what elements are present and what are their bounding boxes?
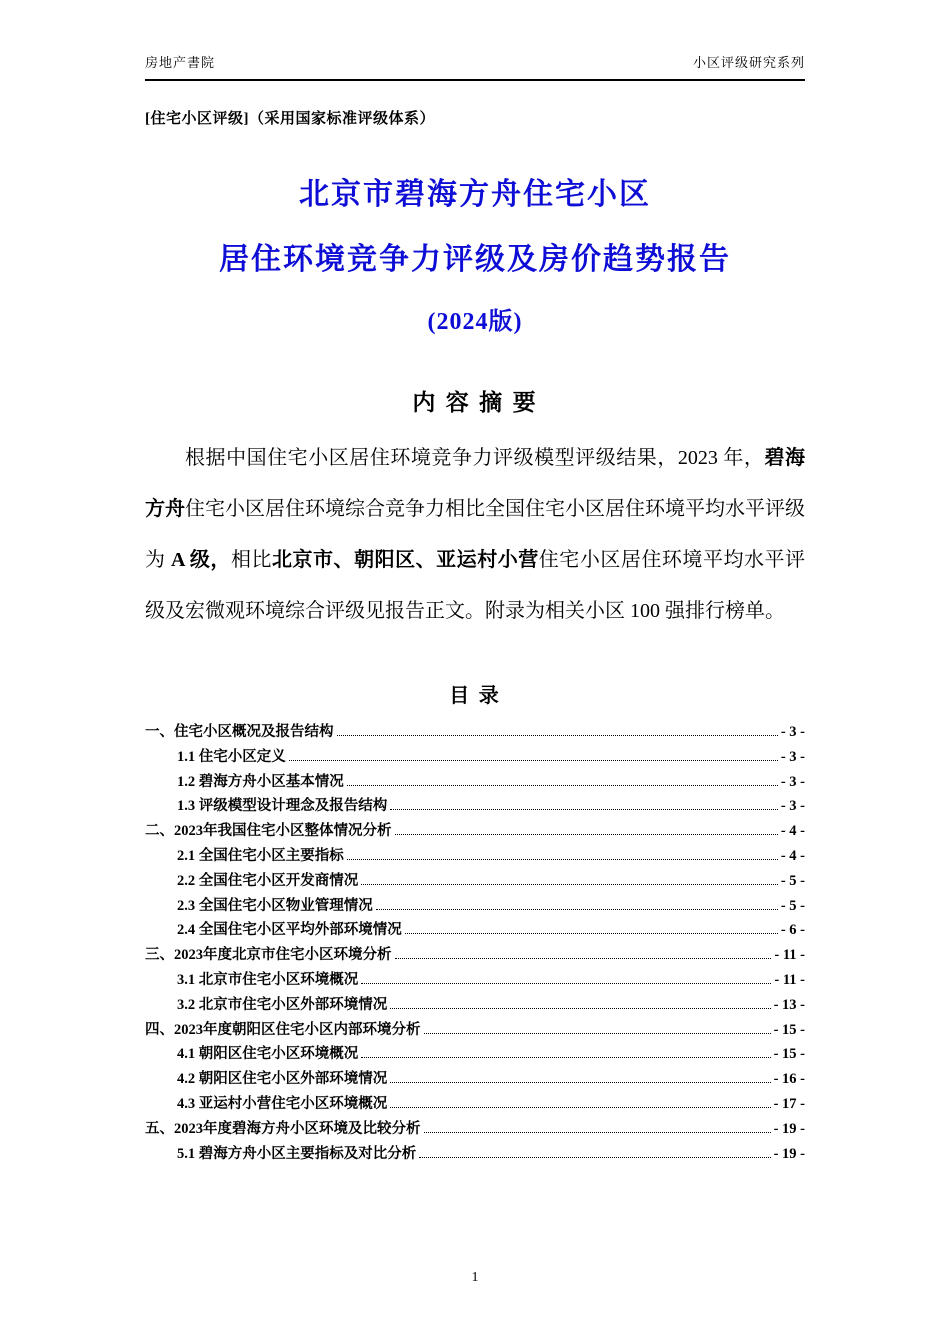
toc-leader-dots — [361, 884, 778, 885]
toc-leader-dots — [361, 983, 771, 984]
toc-item-label: 三、2023年度北京市住宅小区环境分析 — [145, 947, 392, 964]
footer-page-number: 1 — [471, 1270, 479, 1285]
toc-leader-dots — [395, 834, 778, 835]
toc-item — [145, 1092, 805, 1117]
toc-item-page: - 11 - — [774, 947, 805, 964]
toc-leader-dots — [405, 933, 778, 934]
toc-leader-dots — [424, 1132, 771, 1133]
toc-leader-dots — [390, 1107, 770, 1108]
abstract-text: 相比 — [230, 549, 272, 571]
toc-item-label: 1.3 评级模型设计理念及报告结构 — [177, 798, 388, 815]
header-divider — [145, 79, 805, 81]
toc-heading: 目 录 — [449, 685, 501, 707]
toc-item — [145, 844, 805, 869]
toc-leader-dots — [376, 909, 778, 910]
toc-item-label: 4.1 朝阳区住宅小区环境概况 — [177, 1046, 359, 1063]
toc-leader-dots — [390, 809, 778, 810]
toc-item — [145, 918, 805, 943]
toc-item-page: - 3 - — [780, 748, 805, 765]
toc-item-page: - 3 - — [780, 798, 805, 815]
toc-leader-dots — [361, 1057, 770, 1058]
toc-item — [145, 770, 805, 795]
toc-item-page: - 15 - — [773, 1046, 805, 1063]
toc-item — [145, 943, 805, 968]
abstract-text: 根据中国住宅小区居住环境竞争力评级模型评级结果，2023 年， — [185, 447, 765, 469]
toc-item — [145, 1042, 805, 1067]
toc-leader-dots — [337, 735, 778, 736]
toc-item-label: 2.1 全国住宅小区主要指标 — [177, 847, 344, 864]
abstract-paragraph — [145, 433, 805, 637]
toc-item — [145, 1067, 805, 1092]
toc-item-page: - 16 - — [773, 1071, 805, 1088]
report-title-edition: (2024版) — [427, 309, 523, 335]
toc-item-label: 2.3 全国住宅小区物业管理情况 — [177, 897, 373, 914]
toc-item — [145, 993, 805, 1018]
abstract-heading: 内 容 摘 要 — [412, 389, 538, 415]
toc-item-label: 5.1 碧海方舟小区主要指标及对比分析 — [177, 1145, 417, 1162]
toc-item-label: 4.2 朝阳区住宅小区外部环境情况 — [177, 1071, 388, 1088]
toc-leader-dots — [390, 1082, 770, 1083]
toc-item-label: 1.2 碧海方舟小区基本情况 — [177, 773, 344, 790]
classification-line: [住宅小区评级]（采用国家标准评级体系） — [145, 111, 435, 127]
toc-item-page: - 19 - — [773, 1120, 805, 1137]
toc-item-page: - 4 - — [780, 823, 805, 840]
toc-item — [145, 745, 805, 770]
toc-item-page: - 15 - — [773, 1021, 805, 1038]
abstract-text-bold: 碧海方舟 — [145, 447, 806, 520]
toc-item-label: 3.2 北京市住宅小区外部环境情况 — [177, 996, 388, 1013]
toc-leader-dots — [347, 859, 778, 860]
report-title-block — [145, 180, 805, 334]
toc-item — [145, 968, 805, 993]
toc-item — [145, 1117, 805, 1142]
abstract-text: 住宅小区居住环境综合竞争力相比全国住宅小区居住环境平均水平评级为 — [145, 498, 805, 571]
toc-item-page: - 17 - — [773, 1095, 805, 1112]
abstract-text: 住宅小区居住环境平均水平评级及宏微观环境综合评级见报告正文。附录为相关小区 100 强排行榜单。 — [145, 549, 806, 622]
toc-item — [145, 819, 805, 844]
toc-item — [145, 794, 805, 819]
toc-item-page: - 11 - — [774, 971, 805, 988]
toc-item-page: - 4 - — [780, 847, 805, 864]
toc-leader-dots — [289, 760, 778, 761]
abstract-text-bold: A 级， — [171, 549, 231, 571]
toc-leader-dots — [395, 958, 772, 959]
toc-item-page: - 13 - — [773, 996, 805, 1013]
page-header — [145, 52, 805, 71]
toc-item-page: - 19 - — [773, 1145, 805, 1162]
abstract-text-bold: 北京市、朝阳区、亚运村小营 — [272, 549, 539, 571]
toc-list — [145, 720, 805, 1166]
toc-item-page: - 3 - — [780, 724, 805, 740]
toc-item — [145, 1018, 805, 1043]
toc-item-label: 2.4 全国住宅小区平均外部环境情况 — [177, 922, 402, 939]
toc-item — [145, 1142, 805, 1167]
toc-item-page: - 6 - — [780, 922, 805, 939]
toc-item — [145, 894, 805, 919]
toc-leader-dots — [390, 1008, 770, 1009]
toc-item-page: - 3 - — [780, 773, 805, 790]
report-title-line2: 居住环境竞争力评级及房价趋势报告 — [219, 243, 731, 276]
toc-item-label: 2.2 全国住宅小区开发商情况 — [177, 872, 359, 889]
toc-item-label: 3.1 北京市住宅小区环境概况 — [177, 971, 359, 988]
toc-item-page: - 5 - — [780, 872, 805, 889]
header-right-text: 小区评级研究系列 — [692, 55, 805, 70]
toc-item-label: 1.1 住宅小区定义 — [177, 748, 286, 765]
toc-item-label: 一、住宅小区概况及报告结构 — [145, 724, 334, 740]
report-title-line1: 北京市碧海方舟住宅小区 — [299, 178, 651, 211]
toc-item-label: 4.3 亚运村小营住宅小区环境概况 — [177, 1095, 388, 1112]
header-left-text: 房地产書院 — [145, 55, 216, 70]
toc-item-label: 五、2023年度碧海方舟小区环境及比较分析 — [145, 1120, 421, 1137]
toc-item-label: 二、2023年我国住宅小区整体情况分析 — [145, 823, 392, 840]
toc-item-page: - 5 - — [780, 897, 805, 914]
toc-leader-dots — [419, 1157, 770, 1158]
toc-item — [145, 869, 805, 894]
toc-leader-dots — [347, 785, 778, 786]
toc-leader-dots — [424, 1033, 771, 1034]
toc-item-label: 四、2023年度朝阳区住宅小区内部环境分析 — [145, 1021, 421, 1038]
toc-item — [145, 720, 805, 745]
